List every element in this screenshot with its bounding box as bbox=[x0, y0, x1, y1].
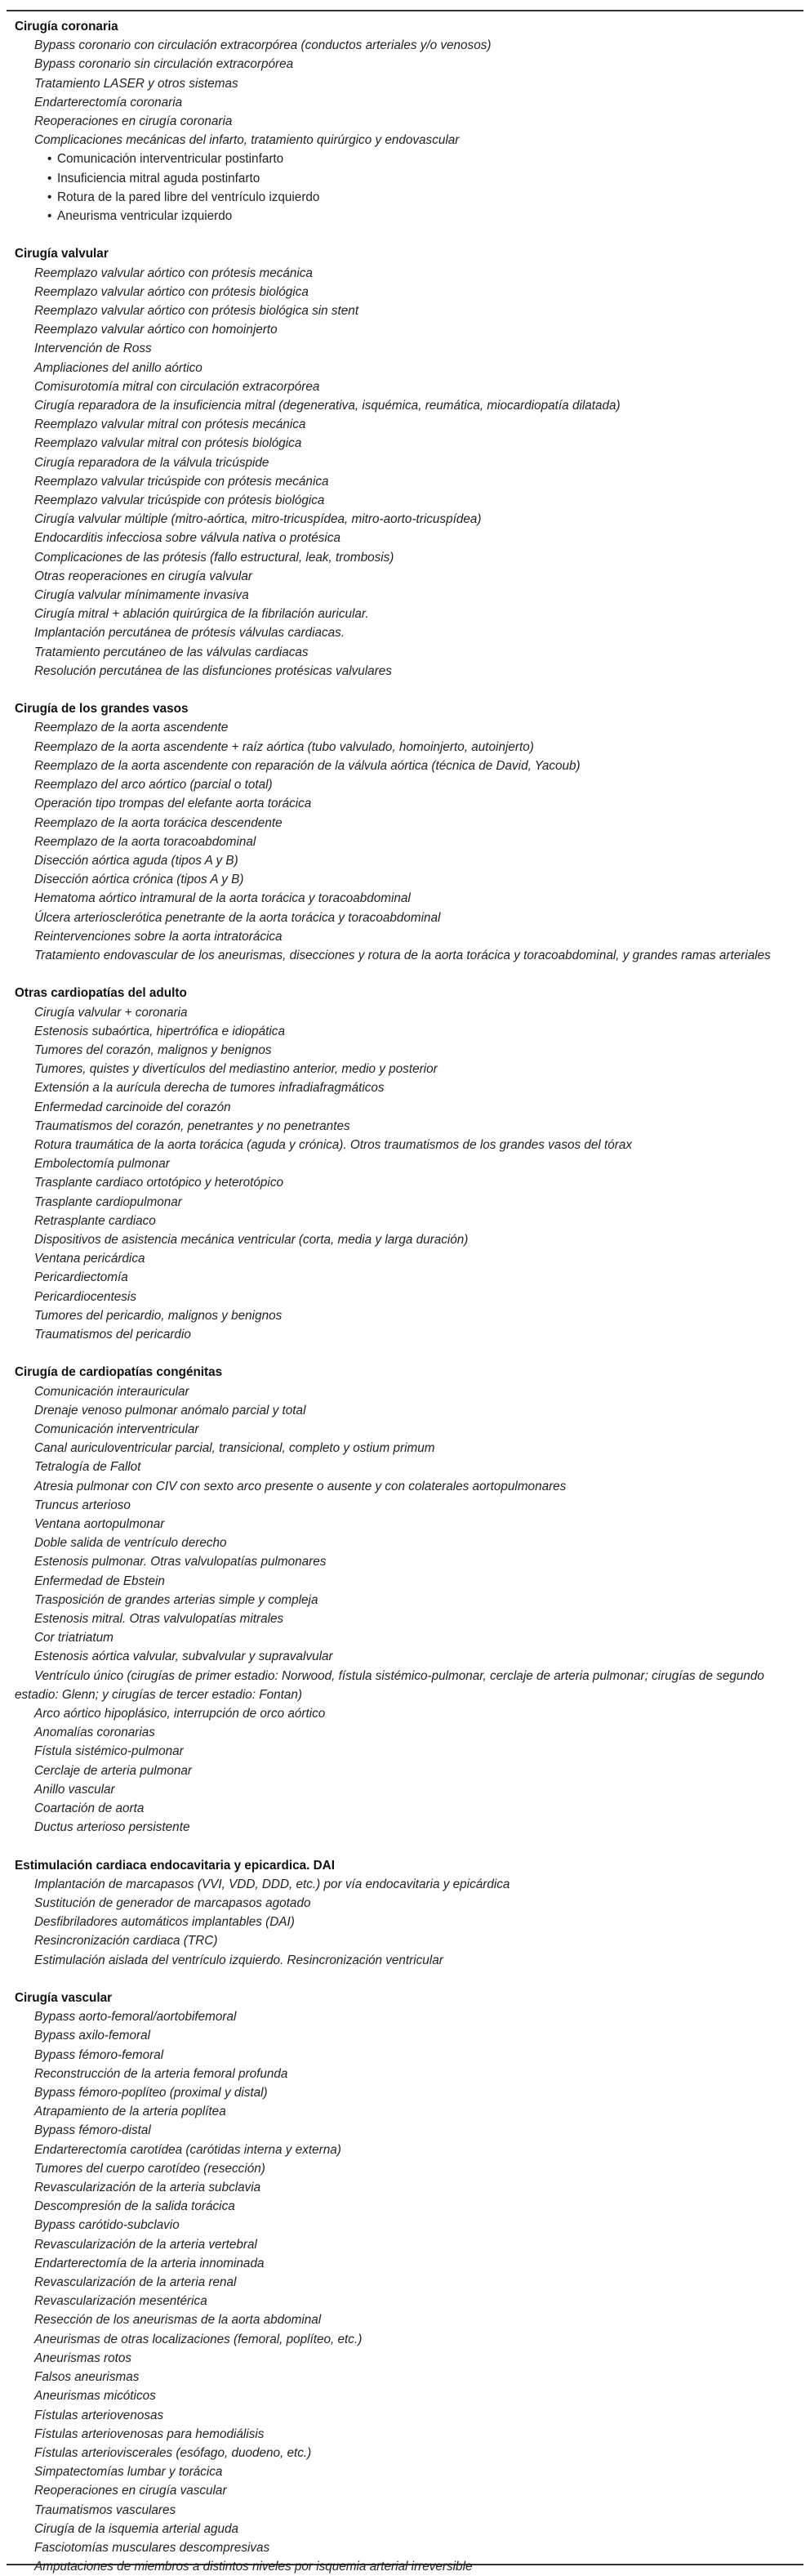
list-item: Revascularización de la arteria vertebral bbox=[34, 2237, 257, 2252]
bullet-item bbox=[15, 207, 797, 225]
list-item: Estimulación aislada del ventrículo izquierdo. Resincronización ventricular bbox=[34, 1953, 443, 1967]
section-heading: Cirugía de los grandes vasos bbox=[15, 702, 189, 717]
list-item: Revascularización mesentérica bbox=[34, 2294, 207, 2309]
list-item: Comisurotomía mitral con circulación extracorpórea bbox=[34, 379, 320, 394]
list-item: Falsos aneurismas bbox=[34, 2370, 140, 2385]
section-cirugia-coronaria bbox=[15, 17, 797, 225]
list-item: Rotura traumática de la aorta torácica (aguda y crónica). Otros traumatismos de los grandes vasos del tórax bbox=[34, 1137, 633, 1152]
list-item: Resincronización cardiaca (TRC) bbox=[34, 1934, 218, 1949]
list-item: Tumores del corazón, malignos y benignos bbox=[34, 1042, 272, 1057]
list-item: Reemplazo de la aorta toracoabdominal bbox=[34, 834, 256, 849]
list-item: Bypass fémoro-poplíteo (proximal y distal) bbox=[34, 2086, 268, 2101]
list-item: Comunicación interauricular bbox=[34, 1384, 189, 1399]
list-item: Reemplazo valvular mitral con prótesis biológica bbox=[34, 436, 302, 451]
bullet-item-text: Rotura de la pared libre del ventrículo izquierdo bbox=[57, 190, 320, 204]
list-item: Enfermedad de Ebstein bbox=[34, 1574, 165, 1588]
list-item: Reemplazo valvular mitral con prótesis mecánica bbox=[34, 417, 306, 432]
list-item: Traumatismos vasculares bbox=[34, 2502, 176, 2517]
list-item: Atrapamiento de la arteria poplítea bbox=[34, 2105, 226, 2119]
procedures-list bbox=[15, 17, 797, 2576]
section-heading: Cirugía valvular bbox=[15, 247, 109, 261]
section-heading: Cirugía coronaria bbox=[15, 20, 118, 33]
section-cirugia-vascular bbox=[15, 1989, 797, 2576]
list-item: Desfibriladores automáticos implantables (DAI) bbox=[34, 1915, 295, 1930]
list-item: Retrasplante cardiaco bbox=[34, 1213, 156, 1228]
list-item: Ampliaciones del anillo aórtico bbox=[34, 360, 202, 375]
list-item: Reemplazo valvular aórtico con prótesis mecánica bbox=[34, 266, 313, 280]
list-item: Bypass aorto-femoral/aortobifemoral bbox=[34, 2010, 237, 2025]
list-item: Cirugía reparadora de la insuficiencia mitral (degenerativa, isquémica, reumática, miocardiopatía dilatada) bbox=[34, 399, 621, 413]
list-item: Dispositivos de asistencia mecánica ventricular (corta, media y larga duración) bbox=[34, 1232, 469, 1247]
list-item: Reemplazo valvular tricúspide con prótesis mecánica bbox=[34, 474, 329, 489]
list-item: Reemplazo del arco aórtico (parcial o total) bbox=[34, 778, 273, 792]
bullet-item-text: Insuficiencia mitral aguda postinfarto bbox=[57, 171, 260, 185]
list-item: Fístulas arteriovenosas bbox=[34, 2408, 164, 2422]
list-item: Embolectomía pulmonar bbox=[34, 1157, 170, 1172]
list-item: Ventana pericárdica bbox=[34, 1252, 145, 1266]
list-item: Implantación de marcapasos (VVI, VDD, DDD, etc.) por vía endocavitaria y epicárdica bbox=[34, 1877, 510, 1891]
list-item: Cirugía de la isquemia arterial aguda bbox=[34, 2521, 238, 2536]
list-item: Bypass coronario sin circulación extracorpórea bbox=[34, 57, 294, 72]
list-item: Reemplazo valvular tricúspide con prótesis biológica bbox=[34, 493, 325, 508]
list-item: Trasplante cardiaco ortotópico y heterotópico bbox=[34, 1176, 283, 1190]
list-item: Anomalías coronarias bbox=[34, 1726, 155, 1740]
list-item: Pericardiocentesis bbox=[34, 1289, 136, 1304]
list-item: Fístula sistémico-pulmonar bbox=[34, 1744, 184, 1759]
list-item: Atresia pulmonar con CIV con sexto arco presente o ausente y con colaterales aortopulmonares bbox=[34, 1479, 567, 1493]
list-item: Arco aórtico hipoplásico, interrupción de orco aórtico bbox=[34, 1707, 326, 1721]
bullet-item-text: Aneurisma ventricular izquierdo bbox=[57, 209, 233, 224]
section-heading: Cirugía de cardiopatías congénitas bbox=[15, 1365, 223, 1380]
list-item: Trasplante cardiopulmonar bbox=[34, 1194, 182, 1209]
list-item: Cirugía mitral + ablación quirúrgica de la fibrilación auricular. bbox=[34, 607, 369, 622]
list-item: Cirugía valvular múltiple (mitro-aórtica, mitro-tricuspídea, mitro-aorto-tricuspídea) bbox=[34, 512, 482, 527]
bullet-item bbox=[15, 188, 797, 207]
list-item: Trasposición de grandes arterias simple y compleja bbox=[34, 1592, 318, 1607]
list-item: Traumatismos del corazón, penetrantes y no penetrantes bbox=[34, 1118, 350, 1133]
list-item: Intervención de Ross bbox=[34, 342, 152, 356]
list-item: Reemplazo valvular aórtico con homoinjerto bbox=[34, 323, 278, 337]
list-item: Estenosis subaórtica, hipertrófica e idiopática bbox=[34, 1024, 285, 1038]
list-item: Comunicación interventricular bbox=[34, 1422, 199, 1436]
list-item: Reoperaciones en cirugía vascular bbox=[34, 2484, 227, 2498]
section-heading: Otras cardiopatías del adulto bbox=[15, 986, 187, 1001]
list-item: Bypass coronario con circulación extracorpórea (conductos arteriales y/o venosos) bbox=[34, 38, 492, 53]
list-item: Cirugía valvular + coronaria bbox=[34, 1005, 188, 1020]
list-item: Hematoma aórtico intramural de la aorta torácica y toracoabdominal bbox=[34, 891, 411, 906]
section-heading: Cirugía vascular bbox=[15, 1991, 113, 2006]
list-item: Ventana aortopulmonar bbox=[34, 1516, 165, 1531]
list-item: Drenaje venoso pulmonar anómalo parcial y total bbox=[34, 1403, 306, 1417]
list-item: Estenosis mitral. Otras valvulopatías mitrales bbox=[34, 1612, 284, 1626]
list-item: Coartación de aorta bbox=[34, 1801, 145, 1816]
list-item: Reemplazo valvular aórtico con prótesis biológica sin stent bbox=[34, 304, 359, 319]
list-item: Disección aórtica crónica (tipos A y B) bbox=[34, 873, 244, 887]
list-item: Truncus arterioso bbox=[34, 1498, 131, 1512]
list-item: Doble salida de ventrículo derecho bbox=[34, 1536, 227, 1551]
list-item: Tratamiento endovascular de los aneurismas, disecciones y rotura de la aorta torácica y toracoabdominal, y grandes ramas arteriales bbox=[34, 948, 771, 962]
list-item: Operación tipo trompas del elefante aorta torácica bbox=[34, 797, 312, 811]
list-item: Reemplazo de la aorta ascendente + raíz aórtica (tubo valvulado, homoinjerto, autoinjerto) bbox=[34, 739, 534, 754]
list-item: Sustitución de generador de marcapasos agotado bbox=[34, 1896, 311, 1911]
list-item: Tetralogía de Fallot bbox=[34, 1460, 141, 1475]
list-item: Implantación percutánea de prótesis válvulas cardiacas. bbox=[34, 626, 345, 641]
list-item: Fasciotomías musculares descompresivas bbox=[34, 2540, 270, 2555]
list-item: Estenosis aórtica valvular, subvalvular y supravalvular bbox=[34, 1650, 333, 1664]
list-item: Fístulas arteriovenosas para hemodiálisis bbox=[34, 2426, 265, 2441]
list-item: Aneurismas micóticos bbox=[34, 2389, 156, 2404]
list-item: Aneurismas de otras localizaciones (femoral, poplíteo, etc.) bbox=[34, 2332, 363, 2346]
list-item: Anillo vascular bbox=[34, 1782, 115, 1797]
list-item: Cor triatriatum bbox=[34, 1631, 113, 1645]
list-item: Estenosis pulmonar. Otras valvulopatías pulmonares bbox=[34, 1555, 327, 1569]
list-item: Reemplazo valvular aórtico con prótesis biológica bbox=[34, 284, 309, 299]
list-item: Amputaciones de miembros a distintos niveles por isquemia arterial irreversible bbox=[34, 2560, 473, 2574]
list-item: Complicaciones mecánicas del infarto, tratamiento quirúrgico y endovascular bbox=[34, 133, 460, 148]
list-item: Cirugía reparadora de la válvula tricúspide bbox=[34, 455, 269, 470]
list-item: Bypass fémoro-femoral bbox=[34, 2047, 164, 2062]
list-item: Bypass carótido-subclavio bbox=[34, 2218, 180, 2233]
list-item: Canal auriculoventricular parcial, transicional, completo y ostium primum bbox=[34, 1441, 435, 1456]
list-item: Reintervenciones sobre la aorta intratorácica bbox=[34, 929, 283, 944]
list-item: Traumatismos del pericardio bbox=[34, 1327, 191, 1342]
section-grandes-vasos bbox=[15, 699, 797, 965]
list-item: Reemplazo de la aorta torácica descendente bbox=[34, 815, 283, 830]
list-item: Otras reoperaciones en cirugía valvular bbox=[34, 569, 252, 583]
list-item: Descompresión de la salida torácica bbox=[34, 2199, 235, 2214]
list-item: Endocarditis infecciosa sobre válvula nativa o protésica bbox=[34, 531, 340, 546]
list-item: Aneurismas rotos bbox=[34, 2351, 132, 2365]
section-cirugia-valvular bbox=[15, 244, 797, 681]
list-item: Revascularización de la arteria renal bbox=[34, 2275, 237, 2290]
section-heading: Estimulación cardiaca endocavitaria y epicardica. DAI bbox=[15, 1858, 335, 1873]
list-item: Bypass axilo-femoral bbox=[34, 2029, 150, 2043]
list-item: Cerclaje de arteria pulmonar bbox=[34, 1763, 193, 1778]
list-item: Ductus arterioso persistente bbox=[34, 1820, 190, 1835]
list-item: Tumores del pericardio, malignos y benignos bbox=[34, 1308, 283, 1323]
list-item: Complicaciones de las prótesis (fallo estructural, leak, trombosis) bbox=[34, 550, 394, 565]
list-item: Úlcera arteriosclerótica penetrante de la aorta torácica y toracoabdominal bbox=[34, 910, 441, 925]
list-item: Reoperaciones en cirugía coronaria bbox=[34, 114, 233, 129]
list-item: Endarterectomía carotídea (carótidas interna y externa) bbox=[34, 2142, 341, 2157]
list-item: Reconstrucción de la arteria femoral profunda bbox=[34, 2066, 288, 2081]
list-item: Pericardiectomía bbox=[34, 1270, 128, 1285]
bullet-item bbox=[15, 169, 797, 188]
list-item: Cirugía valvular mínimamente invasiva bbox=[34, 588, 249, 603]
list-item: Tratamiento LASER y otros sistemas bbox=[34, 76, 238, 91]
list-item: Resección de los aneurismas de la aorta abdominal bbox=[34, 2313, 322, 2328]
list-item: Tratamiento percutáneo de las válvulas cardiacas bbox=[34, 645, 309, 659]
bullet-item bbox=[15, 150, 797, 168]
list-item: Revascularización de la arteria subclavia bbox=[34, 2181, 261, 2195]
list-item: Disección aórtica aguda (tipos A y B) bbox=[34, 853, 238, 868]
list-item: Ventrículo único (cirugías de primer estadio: Norwood, fístula sistémico-pulmonar, cerclaje de arteria pulmonar; cirugías de segundo estadio: Glenn; y cirugías de tercer estadio: Fontan) bbox=[15, 1668, 764, 1702]
list-item: Fístulas arterioviscerales (esófago, duodeno, etc.) bbox=[34, 2445, 312, 2460]
list-item: Endarterectomía coronaria bbox=[34, 95, 183, 109]
list-item: Enfermedad carcinoide del corazón bbox=[34, 1100, 231, 1114]
list-item: Tumores, quistes y divertículos del mediastino anterior, medio y posterior bbox=[34, 1062, 438, 1077]
section-estimulacion-cardiaca bbox=[15, 1856, 797, 1970]
list-item: Tumores del cuerpo carotídeo (resección) bbox=[34, 2161, 265, 2176]
list-item: Bypass fémoro-distal bbox=[34, 2123, 151, 2138]
bullet-item-text: Comunicación interventricular postinfarto bbox=[57, 152, 284, 167]
section-otras-cardiopatias bbox=[15, 984, 797, 1344]
list-item: Simpatectomías lumbar y torácica bbox=[34, 2465, 223, 2480]
list-item: Resolución percutánea de las disfunciones protésicas valvulares bbox=[34, 663, 392, 678]
list-item: Extensión a la aurícula derecha de tumores infradiafragmáticos bbox=[34, 1081, 385, 1096]
list-item: Endarterectomía de la arteria innominada bbox=[34, 2256, 265, 2270]
list-item: Reemplazo de la aorta ascendente bbox=[34, 721, 229, 735]
list-item: Reemplazo de la aorta ascendente con reparación de la válvula aórtica (técnica de David, Yacoub) bbox=[34, 758, 581, 773]
section-cardiopatias-congenitas bbox=[15, 1363, 797, 1837]
